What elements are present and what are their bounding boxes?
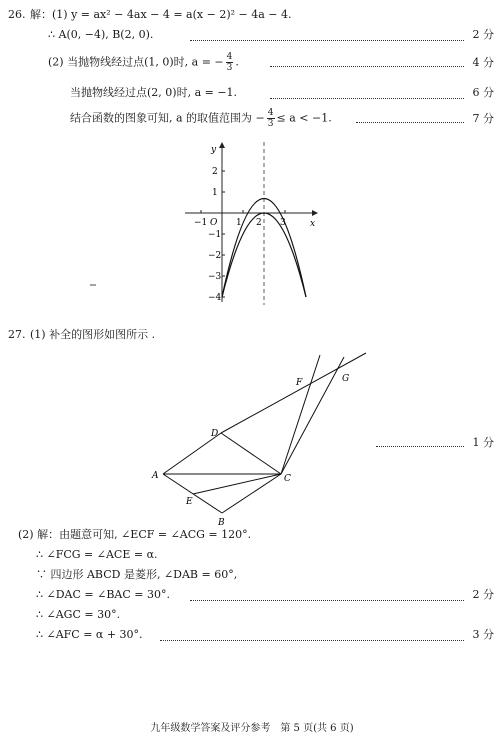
dot-leader [160,640,464,641]
dot-leader [270,98,464,99]
x-tick-label: 1 [236,218,242,228]
q27-score-2: 2 分 [472,588,494,601]
q27-line-3: ∴ ∠FCG = ∠ACE = α. [36,548,158,561]
dot-leader [356,122,464,123]
q27-score-1: 1 分 [472,436,494,449]
x-tick-label: 2 [256,218,262,228]
y-tick-label: −3 [208,272,222,282]
q27-line-2: (2) 解：由题意可知, ∠ECF = ∠ACG = 120°. [18,528,252,541]
x-axis-arrow [312,210,318,216]
q27-score-3: 3 分 [472,628,494,641]
q26-number: 26. [8,8,26,21]
page-footer: 九年级数学答案及评分参考 第 5 页(共 6 页) [150,723,354,734]
ray-AD-extended [221,353,366,433]
y-tick-label: −1 [208,230,222,240]
origin-label: O [210,218,218,228]
q27-line-5: ∴ ∠DAC = ∠BAC = 30°. [36,588,170,601]
point-D-label: D [211,429,219,439]
y-tick-label: 2 [212,167,218,177]
dot-leader [376,446,464,447]
y-tick-label: 1 [212,188,218,198]
q26-score-2: 4 分 [472,56,494,69]
point-F-label: F [296,378,303,388]
ray-CF [281,355,320,474]
dot-leader [190,40,464,41]
q26-line-3: (2) 当抛物线经过点(1, 0)时, a = − $\frac{4}{3}$ . [48,52,239,73]
segment-EC [193,474,281,494]
segment-BA [163,474,222,513]
y-axis-label: y [211,145,217,155]
q26-score-4: 7 分 [472,112,494,125]
q26-parabola-graph [0,140,504,310]
q26-line-4: 当抛物线经过点(2, 0)时, a = −1. [70,86,238,99]
point-B-label: B [218,518,225,525]
point-A-label: A [152,471,159,481]
y-axis-arrow [219,142,225,148]
q27-geometry-figure [0,345,504,525]
q27-number: 27. [8,328,26,341]
q26-line-2: ∴ A(0, −4), B(2, 0). [48,28,154,41]
q27-line-4: ∵ 四边形 ABCD 是菱形, ∠DAB = 60°, [36,568,238,581]
q26-score-3: 6 分 [472,86,494,99]
q27-line-1: (1) 补全的图形如图所示 . [30,328,156,341]
segment-CB [222,474,281,513]
x-axis-label: x [310,219,316,229]
segment-AD [163,433,221,474]
q27-line-6: ∴ ∠AGC = 30°. [36,608,121,621]
q26-score-1: 2 分 [472,28,494,41]
q26-line-1: 解：(1) y = ax² − 4ax − 4 = a(x − 2)² − 4a − 4. [30,8,292,21]
point-G-label: G [342,374,350,384]
x-tick-label: −1 [194,218,208,228]
dot-leader [270,66,464,67]
point-C-label: C [284,474,291,484]
y-tick-label: −2 [208,251,222,261]
q27-line-7: ∴ ∠AFC = α + 30°. [36,628,143,641]
q26-line-5: 结合函数的图象可知, a 的取值范围为 − $\frac{4}{3}$ ≤ a < −1. [70,108,332,129]
dot-leader [190,600,464,601]
ray-CG [281,357,344,474]
y-tick-label: −4 [208,293,222,303]
segment-DC [221,433,281,474]
point-E-label: E [186,497,193,507]
x-tick-label: 3 [280,218,286,228]
